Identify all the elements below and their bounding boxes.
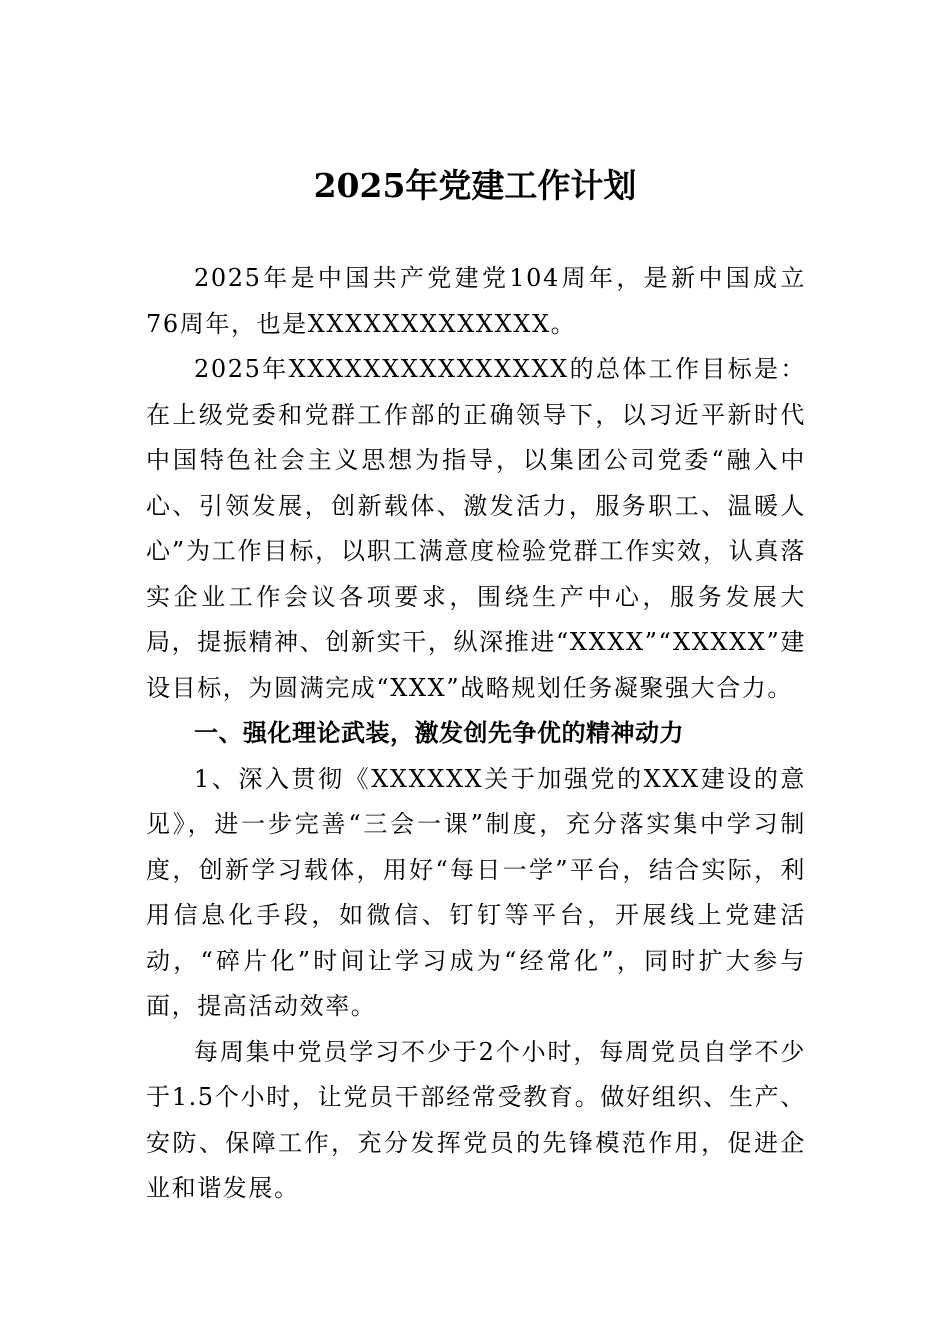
document-title: 2025年党建工作计划 <box>313 166 637 205</box>
section-paragraph: 每周集中党员学习不少于2个小时，每周党员自学不少于1.5个小时，让党员干部经常受教育。做好组织、生产、安防、保障工作，充分发挥党员的先锋模范作用，促进企业和谐发展。 <box>146 1037 806 1202</box>
intro-paragraph: 2025年是中国共产党建党104周年，是新中国成立76周年，也是XXXXXXXXXXXXX。 <box>146 264 806 338</box>
section-paragraph: 1、深入贯彻《XXXXXX关于加强党的XXX建设的意见》，进一步完善“三会一课”制度，充分落实集中学习制度，创新学习载体，用好“每日一学”平台，结合实际，利用信息化手段，如微信、钉钉等平台，开展线上党建活动，“碎片化”时间让学习成为“经常化”，同时扩大参与面，提高活动效率。 <box>146 764 806 1020</box>
document-body <box>146 256 806 1212</box>
goal-paragraph: 2025年XXXXXXXXXXXXXXX的总体工作目标是：在上级党委和党群工作部的正确领导下，以习近平新时代中国特色社会主义思想为指导，以集团公司党委“融入中心、引领发展，创新载体、激发活力，服务职工、温暖人心”为工作目标，以职工满意度检验党群工作实效，认真落实企业工作会议各项要求，围绕生产中心，服务发展大局，提振精神、创新实干，纵深推进“XXXX”“XXXXX”建设目标，为圆满完成“XXX”战略规划任务凝聚强大合力。 <box>146 355 806 702</box>
section-heading: 一、强化理论武装，激发创先争优的精神动力 <box>194 719 684 747</box>
